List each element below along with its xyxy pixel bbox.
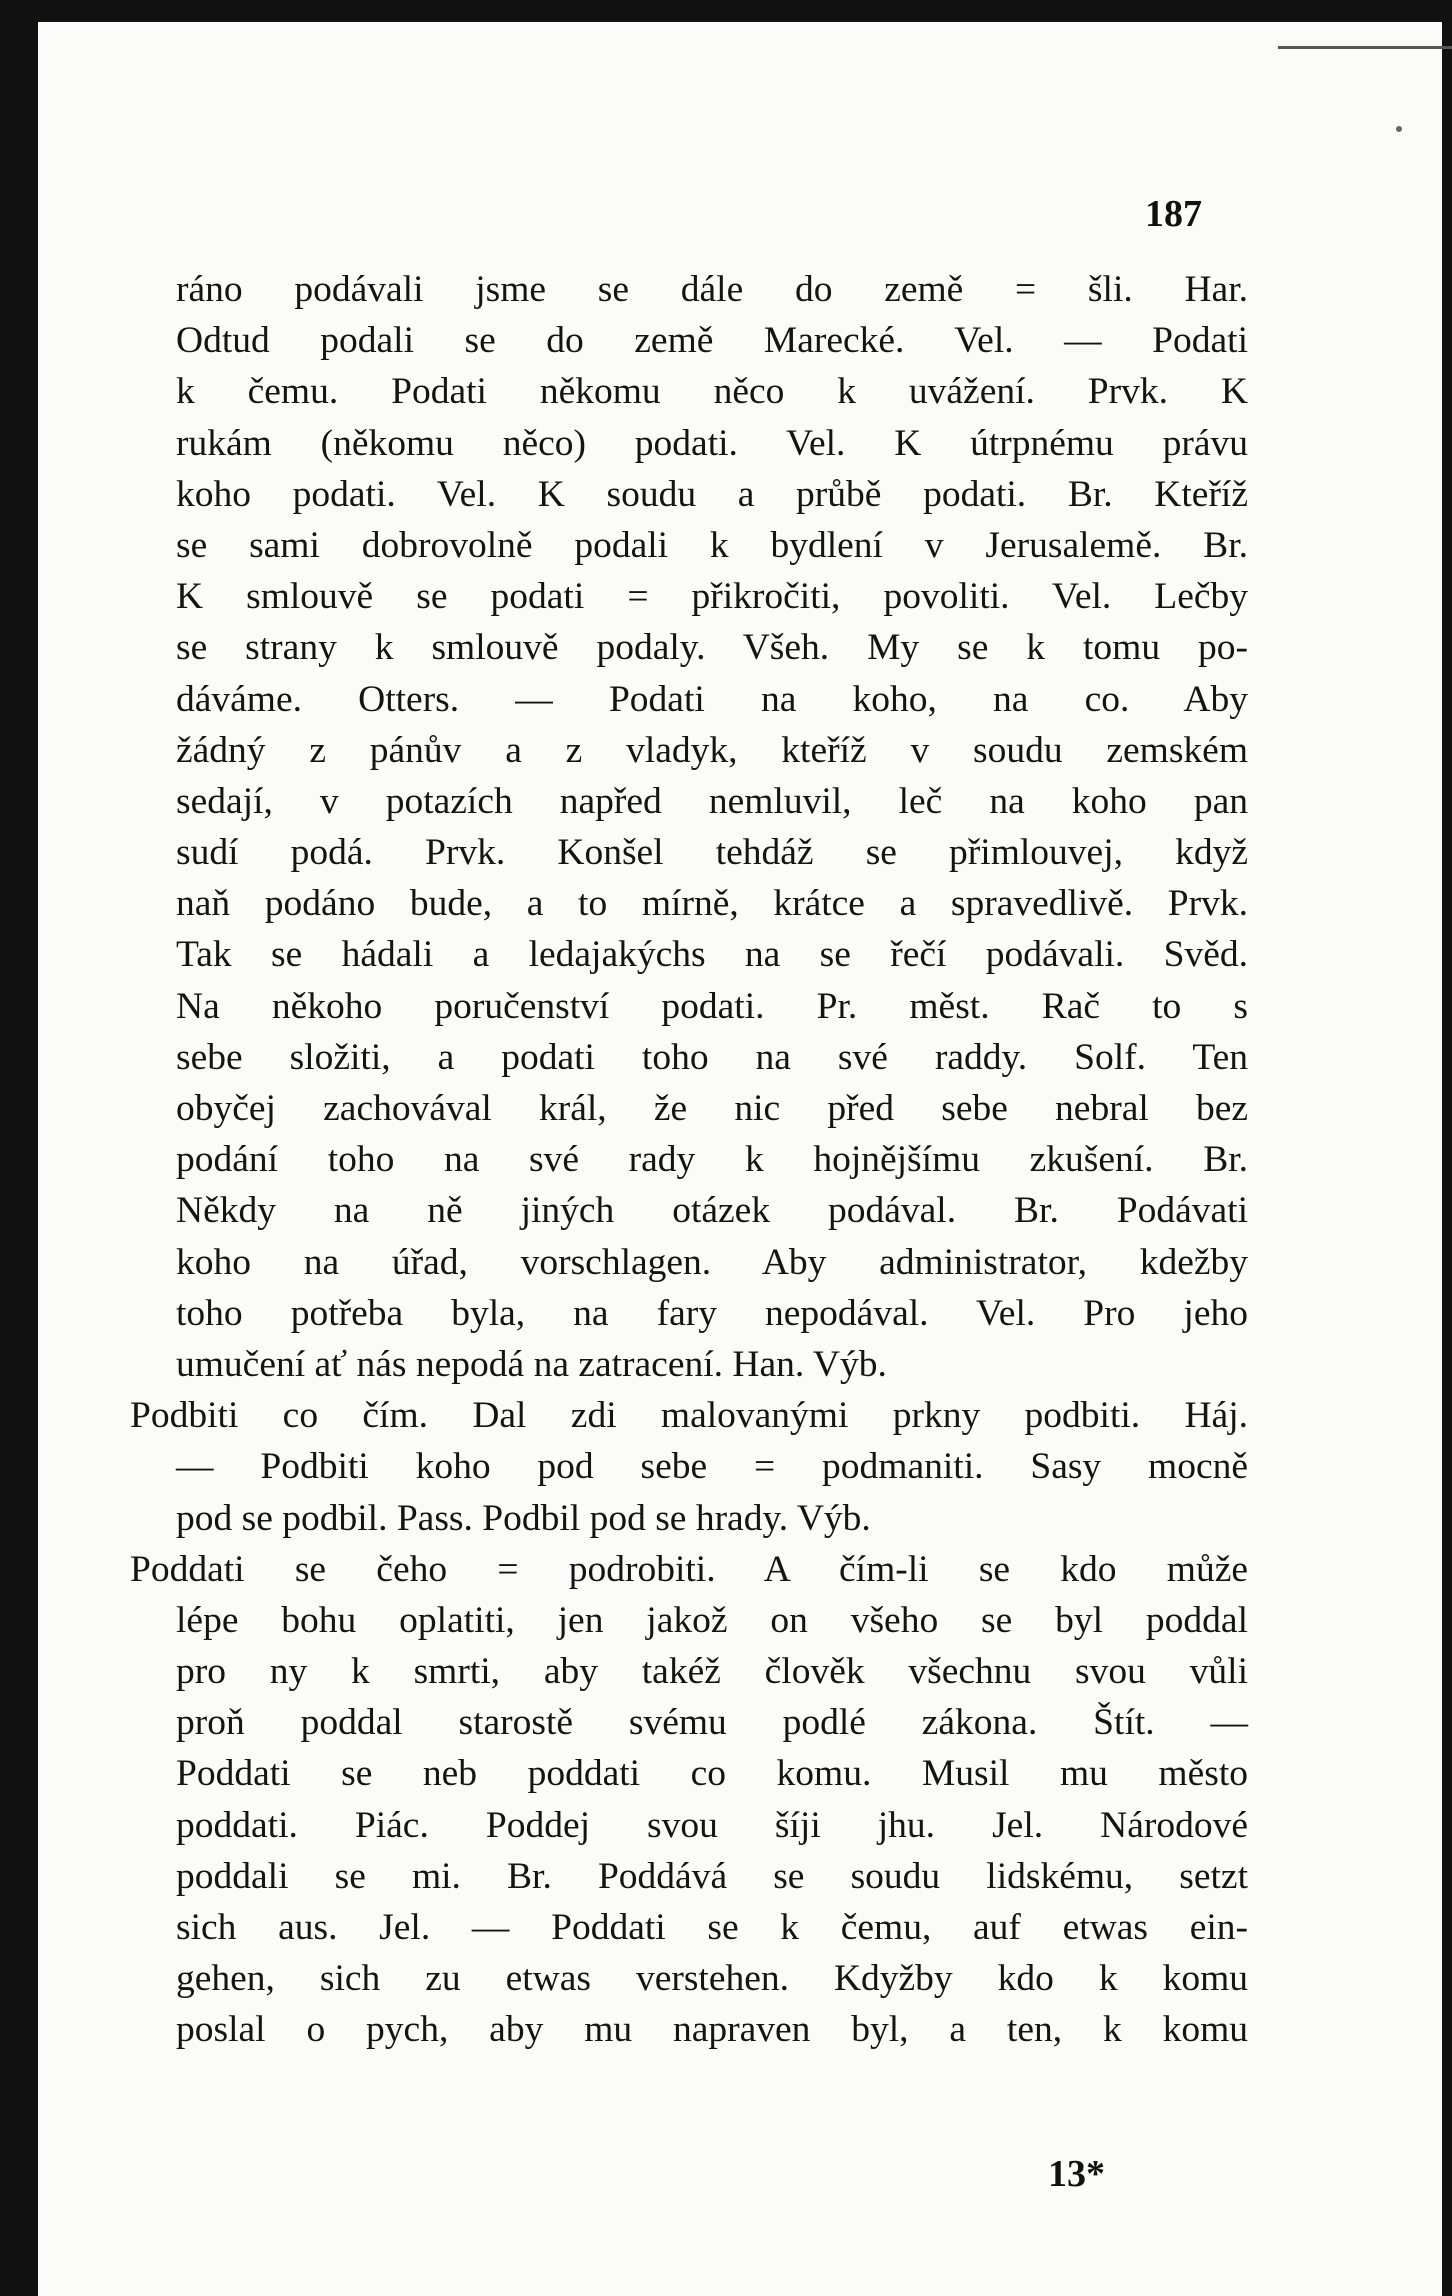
signature-mark: 13*	[1048, 2153, 1105, 2195]
text-line: umučení ať nás nepodá na zatracení. Han. Výb.	[176, 1343, 887, 1385]
text-line: ráno podávali jsme se dále do země = šli. Har.	[176, 269, 1248, 310]
page-number: 187	[1145, 193, 1202, 235]
text-line: Odtud podali se do země Marecké. Vel. — Podati	[176, 320, 1248, 362]
text-line: Tak se hádali a ledajakýchs na se řečí podávali. Svěd.	[176, 934, 1248, 976]
text-line: pro ny k smrti, aby takéž člověk všechnu svou vůli	[176, 1651, 1248, 1693]
entry-headword-line: Poddati se čeho = podrobiti. A čím-li se kdo může	[130, 1548, 1248, 1590]
scan-edge-line	[1278, 46, 1452, 49]
text-line: Poddati se neb poddati co komu. Musil mu město	[176, 1753, 1248, 1795]
text-line: lépe bohu oplatiti, jen jakož on všeho se byl poddal	[176, 1599, 1248, 1641]
text-line: obyčej zachovával král, že nic před sebe nebral bez	[176, 1088, 1248, 1129]
text-line: poddali se mi. Br. Poddává se soudu lidskému, setzt	[176, 1855, 1248, 1897]
text-line: sebe složiti, a podati toho na své raddy. Solf. Ten	[176, 1036, 1248, 1078]
body-text	[130, 264, 1248, 2056]
text-line: gehen, sich zu etwas verstehen. Kdyžby kdo k komu	[176, 1958, 1248, 2000]
text-line: — Podbiti koho pod sebe = podmaniti. Sasy mocně	[176, 1446, 1248, 1488]
text-line: pod se podbil. Pass. Podbil pod se hrady. Výb.	[176, 1497, 871, 1539]
entry-headword-line: Podbiti co čím. Dal zdi malovanými prkny podbiti. Háj.	[130, 1395, 1248, 1437]
text-line: poddati. Piác. Poddej svou šíji jhu. Jel. Národové	[176, 1804, 1248, 1846]
text-line: Na někoho poručenství podati. Pr. měst. Rač to s	[176, 985, 1248, 1027]
text-line: poslal o pych, aby mu napraven byl, a ten, k komu	[176, 2009, 1248, 2051]
text-line: naň podáno bude, a to mírně, krátce a spravedlivě. Prvk.	[176, 883, 1248, 925]
text-line: Někdy na ně jiných otázek podával. Br. Podávati	[176, 1190, 1248, 1232]
text-line: sedají, v potazích napřed nemluvil, leč na koho pan	[176, 780, 1248, 822]
scan-speck	[1396, 126, 1402, 132]
text-line: koho podati. Vel. K soudu a průbě podati. Br. Kteříž	[176, 473, 1248, 515]
text-line: dáváme. Otters. — Podati na koho, na co. Aby	[176, 678, 1248, 720]
text-line: k čemu. Podati někomu něco k uvážení. Prvk. K	[176, 371, 1248, 413]
text-line: podání toho na své rady k hojnějšímu zkušení. Br.	[176, 1139, 1248, 1181]
text-line: sich aus. Jel. — Poddati se k čemu, auf etwas ein-	[176, 1907, 1248, 1948]
text-line: žádný z pánův a z vladyk, kteříž v soudu zemském	[176, 729, 1248, 771]
text-line: rukám (někomu něco) podati. Vel. K útrpnému právu	[176, 422, 1248, 464]
text-line: sudí podá. Prvk. Konšel tehdáž se přimlouvej, když	[176, 832, 1248, 874]
text-line: K smlouvě se podati = přikročiti, povoliti. Vel. Lečby	[176, 576, 1248, 618]
text-line: se sami dobrovolně podali k bydlení v Jerusalemě. Br.	[176, 524, 1248, 566]
book-page	[38, 22, 1442, 2296]
text-line: se strany k smlouvě podaly. Všeh. My se k tomu po-	[176, 627, 1248, 669]
text-line: koho na úřad, vorschlagen. Aby administrator, kdežby	[176, 1241, 1248, 1283]
text-line: toho potřeba byla, na fary nepodával. Vel. Pro jeho	[176, 1292, 1248, 1334]
text-line: proň poddal starostě svému podlé zákona. Štít. —	[176, 1702, 1248, 1744]
